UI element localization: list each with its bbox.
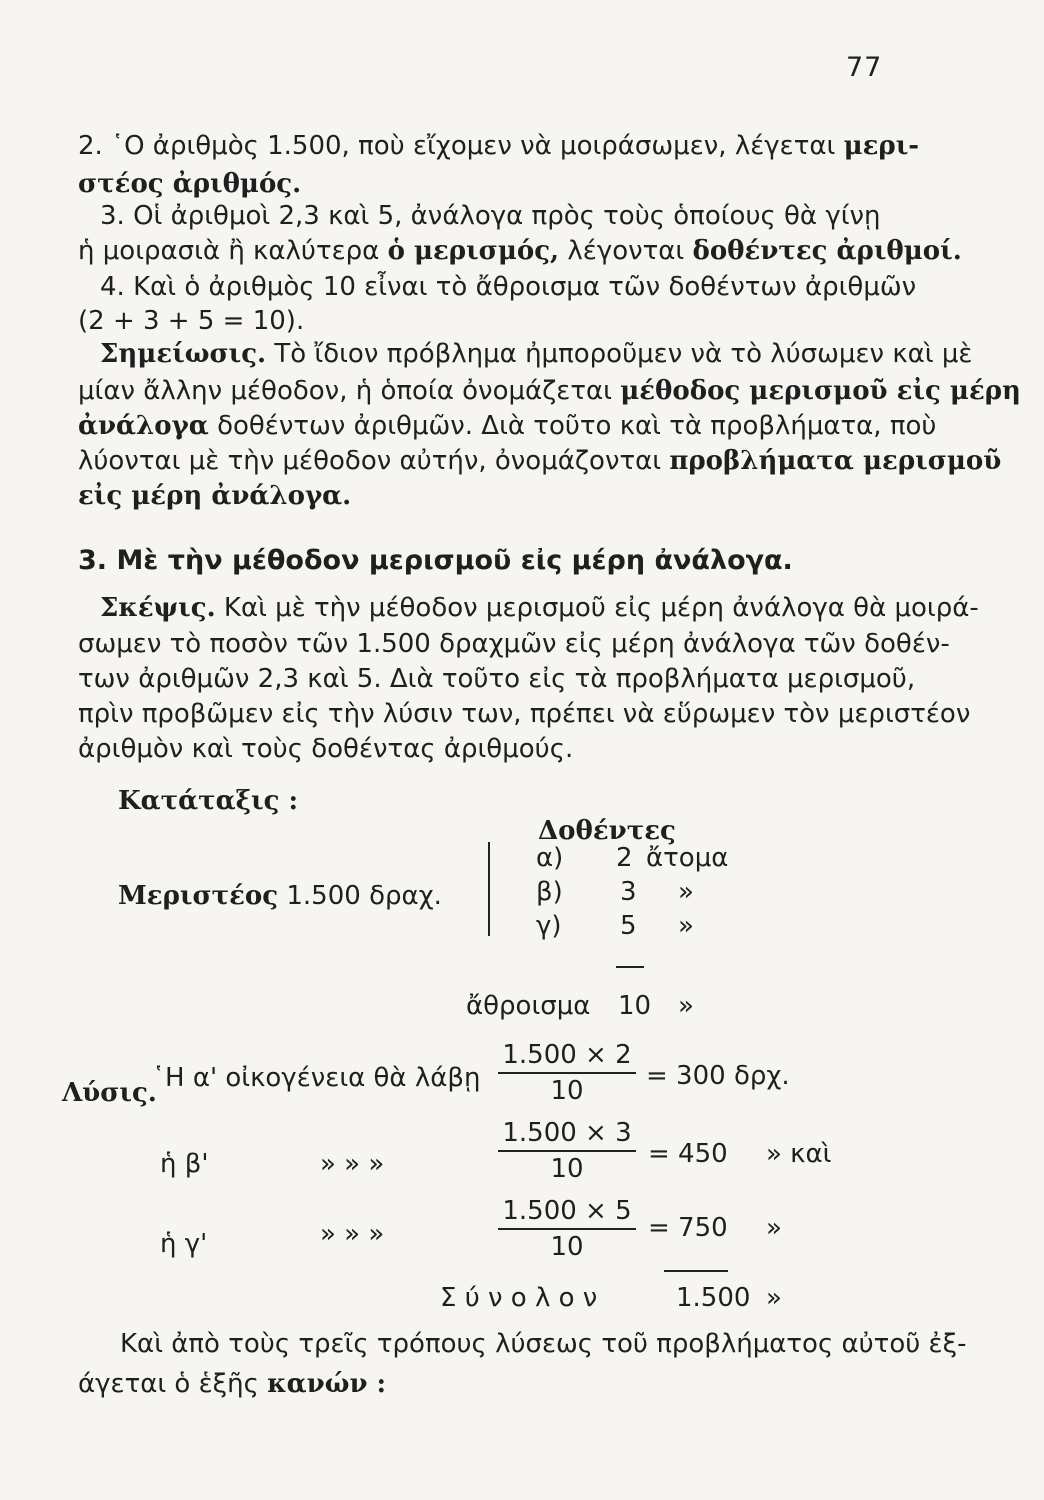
text-line: (2 + 3 + 5 = 10). — [78, 306, 305, 336]
fraction-bar — [498, 1072, 636, 1074]
text-line: Καὶ ἀπὸ τοὺς τρεῖς τρόπους λύσεως τοῦ προβλήματος αὐτοῦ ἐξ- — [120, 1329, 967, 1359]
item-unit: ἄτομα — [646, 843, 729, 873]
total-value: 1.500 — [676, 1283, 751, 1313]
sum-unit: » — [678, 991, 694, 1021]
row-prefix: ῾Η α' οἰκογένεια θὰ λάβῃ — [152, 1063, 481, 1093]
row-result: = 750 — [648, 1213, 728, 1243]
section-heading: 3. Μὲ τὴν μέθοδον μερισμοῦ εἰς μέρη ἀνάλογα. — [78, 545, 793, 576]
text: δοθέντων ἀριθμῶν. Διὰ τοῦτο καὶ τὰ προβλήματα, ποὺ — [217, 411, 937, 441]
total-label: Σ ύ ν ο λ ο ν — [440, 1283, 598, 1313]
row-marks: » » » — [320, 1219, 385, 1249]
text: λύονται μὲ τὴν μέθοδον αὐτήν, ὀνομάζονται — [78, 446, 662, 476]
total-unit: » — [766, 1283, 782, 1313]
row-prefix: ἡ β' — [160, 1149, 209, 1179]
text-line — [78, 480, 351, 512]
text: λέγονται — [567, 236, 685, 266]
text-line — [100, 338, 972, 370]
text-line — [78, 1368, 386, 1400]
text-line: πρὶν προβῶμεν εἰς τὴν λύσιν των, πρέπει νὰ εὕρωμεν τὸν μεριστέον — [78, 699, 971, 729]
row-suffix: » — [766, 1213, 782, 1243]
fraction-bar — [498, 1228, 636, 1230]
item-unit: » — [678, 877, 694, 907]
text-line: σωμεν τὸ ποσὸν τῶν 1.500 δραχμῶν εἰς μέρη ἀνάλογα τῶν δοθέν- — [78, 629, 950, 659]
bold-term: κανών : — [267, 1369, 387, 1399]
fraction — [498, 1118, 636, 1184]
text-line — [78, 445, 1001, 477]
text: 2. ῾Ο ἀριθμὸς 1.500, ποὺ εἴχομεν νὰ μοιράσωμεν, λέγεται — [78, 131, 836, 161]
bold-term: Σημείωσις. — [100, 339, 267, 369]
text-line: 3. Οἱ ἀριθμοὶ 2,3 καὶ 5, ἀνάλογα πρὸς τοὺς ὁποίους θὰ γίνῃ — [100, 201, 881, 231]
item-label: γ) — [536, 911, 562, 941]
text-line — [78, 375, 1021, 407]
bold-term: ἀνάλογα — [78, 411, 209, 441]
meristeos-value: 1.500 δραχ. — [286, 881, 442, 911]
text-line — [78, 410, 936, 442]
row-marks: » » » — [320, 1149, 385, 1179]
bold-term: ὁ μερισμός, — [387, 236, 560, 266]
brace-icon — [488, 842, 500, 936]
text-line: των ἀριθμῶν 2,3 καὶ 5. Διὰ τοῦτο εἰς τὰ προβλήματα μερισμοῦ, — [78, 664, 916, 694]
item-label: β) — [536, 877, 563, 907]
item-unit: » — [678, 911, 694, 941]
text: ἡ μοιρασιὰ ἢ καλύτερα — [78, 236, 380, 266]
numerator: 1.500 × 3 — [502, 1118, 632, 1148]
item-value: 3 — [620, 877, 637, 907]
text-line: 4. Καὶ ὁ ἀριθμὸς 10 εἶναι τὸ ἄθροισμα τῶν δοθέντων ἀριθμῶν — [100, 272, 917, 302]
item-value: 2 — [616, 843, 633, 873]
denominator: 10 — [550, 1232, 584, 1262]
sum-rule — [616, 966, 644, 968]
row-suffix: » καὶ — [766, 1139, 832, 1169]
bold-term: εἰς μέρη ἀνάλογα. — [78, 481, 352, 511]
sum-label: ἄθροισμα — [466, 991, 591, 1021]
numerator: 1.500 × 5 — [502, 1196, 632, 1226]
bold-term: δοθέντες ἀριθμοί. — [692, 236, 962, 266]
fraction-bar — [498, 1150, 636, 1152]
text: Τὸ ἴδιον πρόβλημα ἠμποροῦμεν νὰ τὸ λύσωμεν καὶ μὲ — [274, 339, 973, 369]
fraction — [498, 1196, 636, 1262]
row-result: = 450 — [648, 1139, 728, 1169]
text: μίαν ἄλλην μέθοδον, ἡ ὁποία ὀνομάζεται — [78, 376, 612, 406]
bold-term: μερι- — [843, 131, 920, 161]
row-prefix: ἡ γ' — [160, 1229, 208, 1259]
sum-value: 10 — [618, 991, 652, 1021]
row-result: = 300 δρχ. — [646, 1061, 790, 1091]
kataxis-label: Κατάταξις : — [118, 786, 299, 816]
text-line — [78, 130, 919, 162]
dothentes-header: Δοθέντες — [538, 816, 676, 846]
bold-term: Σκέψις. — [100, 593, 216, 623]
text-line: ἀριθμὸν καὶ τοὺς δοθέντας ἀριθμούς. — [78, 734, 574, 764]
lysis-label: Λύσις. — [62, 1078, 157, 1108]
denominator: 10 — [550, 1076, 584, 1106]
fraction — [498, 1040, 636, 1106]
bold-term: προβλήματα μερισμοῦ — [669, 446, 1002, 476]
text-line — [78, 168, 301, 200]
total-rule — [664, 1270, 728, 1272]
item-value: 5 — [620, 911, 637, 941]
page-number: 77 — [846, 52, 883, 83]
text-line — [78, 235, 962, 267]
text: άγεται ὁ ἑξῆς — [78, 1369, 259, 1399]
text-line — [100, 592, 979, 624]
meristeos-label: Μεριστέος — [118, 881, 279, 911]
meristeos-row — [118, 880, 442, 912]
bold-term: στέος ἀριθμός. — [78, 169, 302, 199]
denominator: 10 — [550, 1154, 584, 1184]
numerator: 1.500 × 2 — [502, 1040, 632, 1070]
item-label: α) — [536, 843, 564, 873]
bold-term: μέθοδος μερισμοῦ εἰς μέρη — [620, 376, 1021, 406]
text: Καὶ μὲ τὴν μέθοδον μερισμοῦ εἰς μέρη ἀνάλογα θὰ μοιρά- — [223, 593, 979, 623]
